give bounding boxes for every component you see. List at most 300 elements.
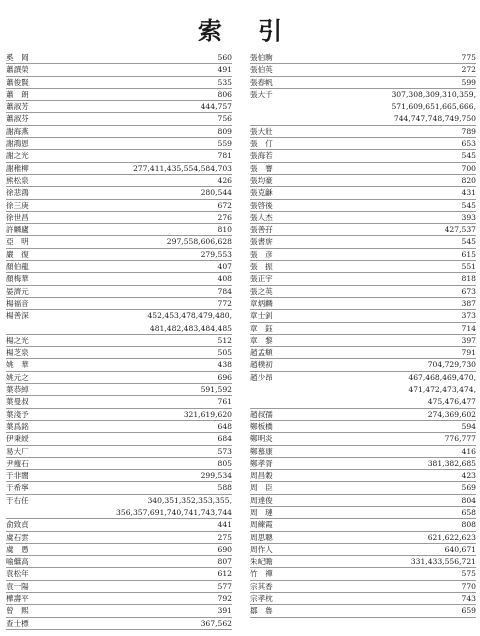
entry-pages: 672 [217,200,232,210]
index-entry-line [250,187,476,199]
index-entry-line [6,605,232,617]
entry-pages: 441 [217,520,232,530]
index-entry [250,261,476,273]
entry-name: 樺壽平 [6,594,29,604]
entry-name: 嚴 復 [6,249,29,259]
index-entry [250,458,476,470]
index-entry [6,249,232,261]
entry-pages: 775 [461,53,476,62]
entry-pages: 615 [461,249,476,259]
entry-name: 葉恭綽 [6,385,29,395]
entry-pages: 297,558,606,628 [166,237,232,247]
index-entry-line [6,212,232,224]
index-entry-line [250,544,476,556]
index-entry [250,187,476,199]
entry-pages: 673 [461,286,476,296]
index-entry-line [6,261,232,273]
entry-pages: 810 [217,225,232,235]
entry-pages: 397 [461,335,476,345]
entry-pages: 423 [461,471,476,481]
index-entry-line [250,150,476,162]
index-entry [6,593,232,605]
entry-name: 伊秉綬 [6,434,29,444]
entry-pages: 276 [217,212,232,222]
entry-name: 周 臣 [250,483,273,493]
entry-pages: 772 [217,298,232,308]
entry-name: 許麟廬 [6,225,29,235]
index-entry-line [250,470,476,482]
index-entry-line [6,150,232,162]
index-entry-line [250,396,476,408]
index-entry-line [250,200,476,212]
index-entry-line [6,298,232,310]
index-entry [250,421,476,433]
entry-pages: 331,433,556,721 [410,557,476,567]
index-entry [250,89,476,126]
index-entry [250,470,476,482]
index-entry-line [6,138,232,150]
index-entry [250,212,476,224]
index-entry-line [6,200,232,212]
index-entry [6,384,232,396]
entry-pages: 820 [461,175,476,185]
entry-pages: 761 [217,397,232,407]
entry-name: 張伯英 [250,65,273,75]
entry-name: 張均豪 [250,175,273,185]
index-entry-line [250,273,476,285]
index-entry [250,581,476,593]
entry-name: 于希寧 [6,483,29,493]
entry-name: 蕭俊賢 [6,77,29,87]
index-entry-line [6,507,232,519]
index-entry-line [6,249,232,261]
index-entry-line [6,409,232,421]
entry-pages: 475,476,477 [427,397,476,407]
entry-pages: 407 [217,262,232,272]
index-entry [6,495,232,520]
entry-pages: 599 [461,77,476,87]
entry-name: 張正宇 [250,274,273,284]
entry-name: 徐悲鴻 [6,188,29,198]
index-entry-line [6,458,232,470]
index-entry [250,532,476,544]
entry-name: 于非闇 [6,471,29,481]
index-entry-line [6,372,232,384]
index-entry [6,335,232,347]
entry-pages: 809 [217,126,232,136]
entry-pages: 806 [217,89,232,99]
index-entry [6,150,232,162]
entry-pages: 690 [217,544,232,554]
index-entry-line [250,335,476,347]
index-entry [6,372,232,384]
entry-pages: 776,777 [444,434,476,444]
index-entry-line [6,433,232,445]
entry-pages: 571,609,651,665,666, [391,102,476,112]
entry-name: 鄒 魯 [250,606,273,616]
index-entry [6,138,232,150]
index-entry [250,310,476,322]
index-entry [250,605,476,617]
entry-pages: 658 [461,507,476,517]
entry-name: 葉爲銘 [6,421,29,431]
index-column-left [6,52,232,630]
entry-pages: 471,472,473,474, [408,385,476,395]
entry-name: 張啓後 [250,200,273,210]
index-entry [6,421,232,433]
index-entry-line [250,236,476,248]
index-entry [6,273,232,285]
index-entry-line [250,372,476,384]
entry-pages: 426 [217,175,232,185]
entry-name: 張大千 [250,89,273,99]
entry-pages: 299,534 [200,471,232,481]
entry-pages: 770 [461,581,476,591]
entry-pages: 491 [217,65,232,75]
index-entry-line [250,77,476,89]
entry-pages: 307,308,309,310,359, [391,89,476,99]
index-entry-line [250,163,476,175]
index-entry-line [250,175,476,187]
index-entry-line [6,532,232,544]
index-entry [6,605,232,617]
entry-name: 袁一陽 [6,581,29,591]
index-entry [250,236,476,248]
index-entry-line [250,64,476,76]
index-entry-line [250,261,476,273]
entry-pages: 321,619,620 [183,409,232,419]
entry-pages: 551 [461,262,476,272]
index-entry [6,286,232,298]
index-entry-line [6,618,232,630]
entry-name: 楊之光 [6,335,29,345]
index-entry [6,458,232,470]
index-entry [250,446,476,458]
entry-pages: 444,757 [200,102,232,112]
index-entry-line [6,421,232,433]
index-entry-line [6,310,232,322]
index-entry-line [6,384,232,396]
index-entry [6,298,232,310]
entry-pages: 588 [217,483,232,493]
entry-name: 易大厂 [6,446,29,456]
entry-name: 趙叔孺 [250,409,273,419]
entry-pages: 756 [217,114,232,124]
index-entry-line [250,507,476,519]
entry-pages: 648 [217,421,232,431]
entry-pages: 275 [217,532,232,542]
index-entry [6,89,232,101]
index-entry [250,495,476,507]
entry-pages: 408 [217,274,232,284]
index-entry-line [250,458,476,470]
entry-name: 楊善深 [6,311,29,321]
index-entry-line [250,384,476,396]
entry-name: 朱屺瞻 [250,557,273,567]
index-entry-line [6,175,232,187]
index-entry-line [6,187,232,199]
index-entry-line [6,273,232,285]
index-entry-line [6,52,232,64]
index-entry-line [250,52,476,64]
entry-pages: 535 [217,77,232,87]
index-entry-line [6,286,232,298]
index-entry-line [250,323,476,335]
index-entry [250,273,476,285]
entry-pages: 569 [461,483,476,493]
index-entry [250,519,476,531]
index-entry [250,335,476,347]
index-entry-line [250,359,476,371]
index-entry [250,593,476,605]
entry-name: 宗孝枕 [250,594,273,604]
entry-pages: 684 [217,434,232,444]
entry-name: 章 黎 [250,335,273,345]
index-entry-line [6,163,232,175]
index-entry [250,323,476,335]
index-entry-line [6,335,232,347]
entry-name: 鄭板橋 [250,421,273,431]
entry-pages: 560 [217,53,232,62]
entry-name: 張海若 [250,151,273,161]
entry-pages: 791 [461,348,476,358]
entry-pages: 280,544 [200,188,232,198]
entry-pages: 416 [461,446,476,456]
entry-pages: 704,729,730 [427,360,476,370]
index-entry [6,163,232,175]
index-entry [6,310,232,335]
entry-pages: 393 [461,212,476,222]
entry-pages: 714 [461,323,476,333]
entry-name: 周昌穀 [250,471,273,481]
index-entry-line [6,482,232,494]
entry-pages: 467,468,469,470, [408,372,476,382]
index-entry [250,433,476,445]
index-entry [250,568,476,580]
entry-name: 張善孖 [250,225,273,235]
index-entry-line [6,396,232,408]
entry-name: 顏伯龍 [6,262,29,272]
index-entry-line [250,482,476,494]
index-entry [250,372,476,409]
entry-name: 章 鈺 [250,323,273,333]
entry-name: 周練霞 [250,520,273,530]
entry-name: 姚元之 [6,372,29,382]
index-entry [6,618,232,630]
index-entry [250,556,476,568]
entry-name: 張書旂 [250,237,273,247]
index-entry-line [6,323,232,335]
entry-pages: 612 [217,569,232,579]
index-entry [6,556,232,568]
entry-name: 張大壯 [250,126,273,136]
index-entry-line [6,77,232,89]
entry-pages: 505 [217,348,232,358]
index-entry [250,359,476,371]
index-entry-line [250,593,476,605]
entry-name: 周作人 [250,544,273,554]
index-entry [6,482,232,494]
index-entry-line [6,544,232,556]
index-entry-line [250,113,476,125]
index-entry-line [250,568,476,580]
index-entry-line [6,359,232,371]
entry-name: 于右任 [6,495,29,505]
entry-name: 亞 明 [6,237,29,247]
index-entry [6,409,232,421]
index-entry [250,347,476,359]
entry-name: 趙樸初 [250,360,273,370]
entry-name: 周思聰 [250,532,273,542]
entry-name: 姚 華 [6,360,29,370]
index-entry [6,544,232,556]
index-entry-line [250,126,476,138]
index-entry [250,544,476,556]
entry-name: 張 謇 [250,163,273,173]
entry-name: 謝鴻恩 [6,139,29,149]
entry-name: 俞致貞 [6,520,29,530]
entry-name: 周達俊 [250,495,273,505]
index-entry [6,187,232,199]
index-entry [250,298,476,310]
entry-pages: 545 [461,237,476,247]
index-entry [250,52,476,64]
entry-pages: 340,351,352,353,355, [147,495,232,505]
entry-pages: 700 [461,163,476,173]
index-entry [6,212,232,224]
index-entry-line [250,556,476,568]
entry-pages: 594 [461,421,476,431]
index-entry [6,359,232,371]
index-entry-line [6,568,232,580]
entry-name: 查士標 [6,618,29,628]
index-entry-line [6,347,232,359]
entry-pages: 272 [461,65,476,75]
index-entry-line [6,126,232,138]
index-entry [6,470,232,482]
index-entry [250,64,476,76]
entry-pages: 559 [217,139,232,149]
index-entry [6,347,232,359]
entry-name: 虞石雲 [6,532,29,542]
entry-name: 張之英 [250,286,273,296]
entry-name: 蕭 朗 [6,89,29,99]
entry-pages: 381,382,685 [427,458,476,468]
index-entry-line [6,470,232,482]
entry-pages: 804 [461,495,476,505]
entry-name: 趙孟頫 [250,348,273,358]
index-entry-line [250,605,476,617]
index-entry [250,138,476,150]
index-entry-line [6,519,232,531]
index-entry-line [250,409,476,421]
index-entry [250,409,476,421]
entry-name: 尹瘦石 [6,458,29,468]
entry-name: 章士釗 [250,311,273,321]
index-entry [250,224,476,236]
entry-name: 竹 禪 [250,569,273,579]
index-entry [250,163,476,175]
entry-name: 鄭孝胥 [250,458,273,468]
index-entry-line [250,138,476,150]
entry-pages: 545 [461,151,476,161]
entry-pages: 659 [461,606,476,616]
index-entry [6,52,232,64]
index-entry-line [6,89,232,101]
index-entry [6,581,232,593]
index-entry [6,532,232,544]
index-entry-line [250,212,476,224]
entry-pages: 744,747,748,749,750 [393,114,476,124]
entry-pages: 577 [217,581,232,591]
entry-pages: 452,453,478,479,480, [147,311,232,321]
index-entry-line [250,224,476,236]
entry-pages: 427,537 [444,225,476,235]
index-entry [250,482,476,494]
index-entry [6,175,232,187]
index-entry-line [250,532,476,544]
index-entry [6,236,232,248]
entry-name: 張 振 [250,262,273,272]
entry-pages: 279,553 [200,249,232,259]
index-entry-line [6,446,232,458]
index-entry-line [6,556,232,568]
entry-name: 宗其香 [250,581,273,591]
index-entry-line [250,249,476,261]
entry-pages: 274,369,602 [427,409,476,419]
index-entry [6,433,232,445]
entry-pages: 387 [461,298,476,308]
entry-name: 徐世昌 [6,212,29,222]
entry-pages: 808 [461,520,476,530]
index-entry [6,224,232,236]
entry-name: 楊芝泉 [6,348,29,358]
entry-name: 鄭慕康 [250,446,273,456]
entry-name: 曾 熙 [6,606,29,616]
index-entry-line [250,433,476,445]
entry-name: 奚 岡 [6,53,29,62]
entry-pages: 789 [461,126,476,136]
entry-pages: 792 [217,594,232,604]
index-entry [250,77,476,89]
entry-name: 徐三庚 [6,200,29,210]
entry-name: 顏梅華 [6,274,29,284]
index-entry [6,568,232,580]
index-entry-line [6,101,232,113]
entry-name: 趙少昂 [250,372,273,382]
entry-name: 章炳麟 [250,298,273,308]
entry-name: 謝稚柳 [6,163,29,173]
index-entry-line [250,310,476,322]
index-entry-line [6,113,232,125]
entry-pages: 438 [217,360,232,370]
entry-pages: 512 [217,335,232,345]
index-entry [6,101,232,113]
entry-name: 虞 愚 [6,544,29,554]
entry-pages: 743 [461,594,476,604]
entry-name: 張 仃 [250,139,273,149]
index-entry-line [250,495,476,507]
entry-pages: 781 [217,151,232,161]
index-entry-line [250,298,476,310]
entry-pages: 481,482,483,484,485 [149,323,232,333]
entry-name: 謝之光 [6,151,29,161]
index-entry-line [6,495,232,507]
index-entry [6,77,232,89]
entry-pages: 277,411,435,554,584,703 [132,163,232,173]
index-entry [6,261,232,273]
entry-name: 葉淺予 [6,409,29,419]
